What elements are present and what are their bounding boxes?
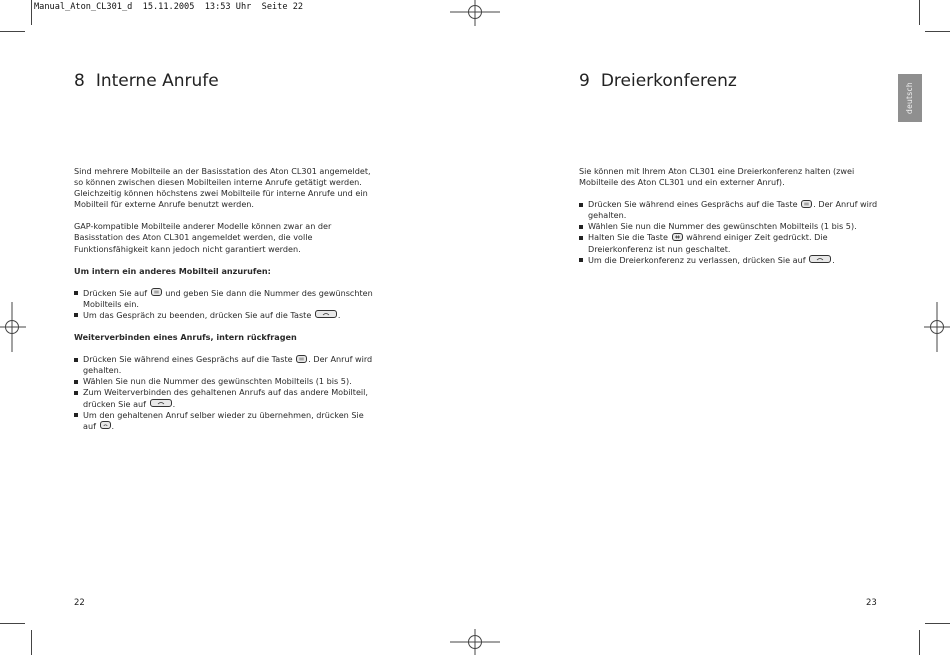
intro-paragraph: Sind mehrere Mobilteile an der Basisstation des Aton CL301 angemeldet, so können zwischen diesen Mobilteilen interne Anrufe getätigt werden. Gleichzeitig können höchstens zwei Mobilteile für interne Anrufe und ein Mobilteil für externe Anrufe benutzt werden. (74, 166, 371, 210)
registration-mark-left (0, 302, 26, 352)
crop-mark (31, 630, 32, 655)
right-page-body (579, 166, 879, 277)
right-page-heading (579, 71, 737, 91)
crop-mark (925, 623, 950, 624)
chapter-title: Interne Anrufe (95, 71, 219, 91)
hash-key-icon (672, 233, 683, 241)
list-item: Wählen Sie nun die Nummer des gewünschten Mobilteils (1 bis 5). (74, 376, 374, 387)
list-item: Drücken Sie auf und geben Sie dann die Nummer des gewünschten Mobilteils ein. (74, 288, 374, 310)
menu-key-icon (296, 355, 307, 363)
list-item: Zum Weiterverbinden des gehaltenen Anrufs auf das andere Mobilteil, drücken Sie auf . (74, 387, 374, 409)
transfer-steps (74, 354, 374, 432)
left-page-heading (74, 71, 219, 91)
page-number-left: 22 (74, 598, 85, 608)
registration-mark-top (450, 0, 500, 26)
gap-paragraph: GAP-kompatible Mobilteile anderer Modelle können zwar an der Basisstation des Aton CL301 angemeldet werden, die volle Funktionsfähigkeit kann jedoch nicht garantiert werden. (74, 221, 332, 254)
list-item: Drücken Sie während eines Gesprächs auf die Taste . Der Anruf wird gehalten. (579, 199, 879, 221)
language-tab (898, 74, 922, 122)
registration-mark-right (924, 302, 950, 352)
print-slug: Manual_Aton_CL301_d 15.11.2005 13:53 Uhr Seite 22 (34, 2, 304, 12)
subheading-internal-call: Um intern ein anderes Mobilteil anzurufen: (74, 265, 271, 276)
page-number-right: 23 (866, 598, 877, 608)
call-key-icon (100, 421, 111, 429)
list-item: Wählen Sie nun die Nummer des gewünschten Mobilteils (1 bis 5). (579, 221, 879, 232)
crop-mark (31, 0, 32, 25)
language-tab-label: deutsch (905, 82, 914, 114)
crop-mark (0, 623, 25, 624)
chapter-number: 9 (579, 71, 590, 91)
registration-mark-bottom (450, 629, 500, 655)
chapter-number: 8 (74, 71, 85, 91)
list-item: Drücken Sie während eines Gesprächs auf die Taste . Der Anruf wird gehalten. (74, 354, 374, 376)
menu-key-icon (801, 200, 812, 208)
list-item: Halten Sie die Taste während einiger Zeit gedrückt. Die Dreierkonferenz ist nun geschaltet. (579, 232, 879, 254)
hangup-key-icon (809, 255, 831, 263)
subheading-transfer: Weiterverbinden eines Anrufs, intern rückfragen (74, 332, 297, 343)
hangup-key-icon (315, 310, 337, 318)
list-item: Um die Dreierkonferenz zu verlassen, drücken Sie auf . (579, 255, 879, 266)
chapter-title: Dreierkonferenz (600, 71, 737, 91)
crop-mark (919, 630, 920, 655)
hangup-key-icon (150, 399, 172, 407)
intro-paragraph: Sie können mit Ihrem Aton CL301 eine Dreierkonferenz halten (zwei Mobilteile des Aton CL301 und ein externer Anruf). (579, 166, 855, 188)
crop-mark (919, 0, 920, 25)
internal-call-steps (74, 288, 374, 321)
list-item: Um den gehaltenen Anruf selber wieder zu übernehmen, drücken Sie auf . (74, 410, 374, 432)
menu-key-icon (151, 288, 162, 296)
list-item: Um das Gespräch zu beenden, drücken Sie auf die Taste . (74, 310, 374, 321)
left-page-body (74, 166, 374, 443)
crop-mark (0, 31, 25, 32)
crop-mark (925, 31, 950, 32)
conference-steps (579, 199, 879, 266)
